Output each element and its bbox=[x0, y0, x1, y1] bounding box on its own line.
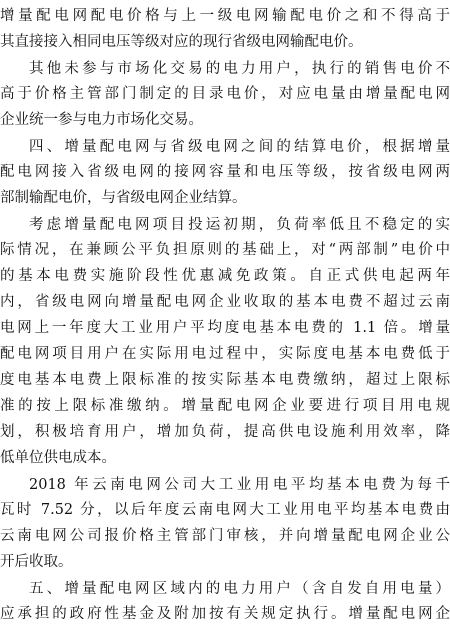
text-line-17: 划，积极培育用户，增加负荷，提高供电设施利用效率，降 bbox=[0, 424, 450, 440]
text-line-13: 电网上一年度大工业用户平均度电基本电费的 1.1 倍。增量 bbox=[0, 320, 450, 336]
text-line-12: 内，省级电网向增量配电网企业收取的基本电费不超过云南 bbox=[0, 294, 450, 310]
text-line-4: 高于价格主管部门制定的目录电价，对应电量由增量配电网 bbox=[0, 86, 450, 102]
text-line-21: 云南电网公司报价格主管部门审核，并向增量配电网企业公 bbox=[0, 528, 450, 544]
text-line-24: 应承担的政府性基金及附加按有关规定执行。增量配电网企 bbox=[0, 606, 450, 622]
text-line-23: 五、增量配电网区域内的电力用户（含自发自用电量） bbox=[29, 581, 450, 597]
text-line-20: 瓦时 7.52 分，以后年度云南电网大工业用电平均基本电费由 bbox=[0, 502, 450, 518]
text-line-14: 配电网项目用户在实际用电过程中，实际度电基本电费低于 bbox=[0, 346, 450, 362]
text-line-2: 其直接接入相同电压等级对应的现行省级电网输配电价。 bbox=[0, 34, 363, 50]
text-line-5: 企业统一参与电力市场化交易。 bbox=[0, 112, 203, 128]
text-line-11: 的基本电费实施阶段性优惠减免政策。自正式供电起两年 bbox=[0, 268, 450, 284]
text-line-16: 准的按上限标准缴纳。增量配电网企业要进行项目用电规 bbox=[0, 398, 450, 414]
text-line-22: 开后收取。 bbox=[0, 554, 73, 570]
text-line-9: 考虑增量配电网项目投运初期，负荷率低且不稳定的实 bbox=[29, 217, 450, 233]
text-line-6: 四、增量配电网与省级电网之间的结算电价，根据增量 bbox=[29, 139, 450, 155]
text-line-18: 低单位供电成本。 bbox=[0, 450, 116, 466]
text-line-7: 配电网接入省级电网的接网容量和电压等级，按省级电网两 bbox=[0, 164, 450, 180]
text-line-19: 2018 年云南电网公司大工业用电平均基本电费为每千 bbox=[29, 477, 450, 493]
text-line-15: 度电基本电费上限标准的按实际基本电费缴纳，超过上限标 bbox=[0, 372, 450, 388]
text-line-8: 部制输配电价，与省级电网企业结算。 bbox=[0, 190, 247, 206]
text-line-3: 其他未参与市场化交易的电力用户，执行的销售电价不 bbox=[29, 61, 450, 77]
text-line-1: 增量配电网配电价格与上一级电网输配电价之和不得高于 bbox=[0, 8, 450, 24]
text-line-10: 际情况，在兼顾公平负担原则的基础上，对“两部制”电价中 bbox=[0, 242, 450, 258]
